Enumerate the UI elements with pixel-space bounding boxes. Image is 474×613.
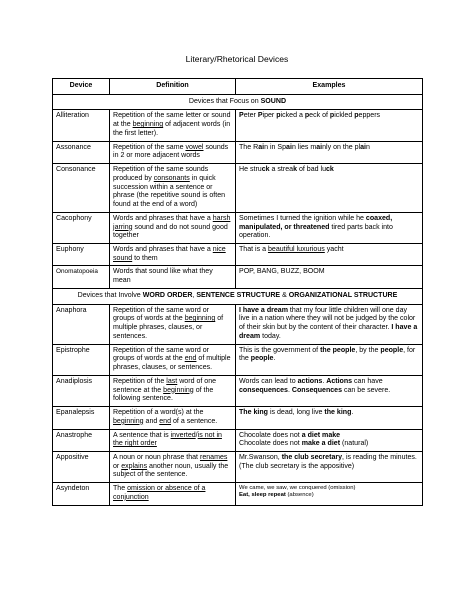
text-fragment: omission or absence of a conjunction bbox=[113, 485, 206, 501]
text-fragment: . bbox=[287, 386, 292, 394]
header-device: Device bbox=[53, 79, 110, 95]
device-name: Assonance bbox=[53, 141, 110, 163]
text-fragment: . bbox=[273, 355, 276, 363]
table-row bbox=[53, 451, 423, 482]
text-fragment: of bad lu bbox=[297, 166, 326, 174]
text-fragment: (The club secretary is the appositive) bbox=[239, 462, 355, 470]
text-fragment: & bbox=[280, 291, 289, 299]
table-row bbox=[53, 407, 423, 429]
text-fragment: , is reading the minutes. bbox=[342, 453, 417, 461]
text-fragment: of adjacent words (in the first letter). bbox=[113, 121, 231, 137]
device-example: POP, BANG, BUZZ, BOOM bbox=[236, 266, 423, 288]
device-example bbox=[236, 407, 423, 429]
text-fragment: beautiful luxurious bbox=[267, 246, 325, 254]
text-fragment: Repetition of the same letter or sound at the bbox=[113, 112, 231, 129]
text-fragment: Words can lead to bbox=[239, 377, 298, 385]
text-fragment: sound and do not sound good together bbox=[113, 223, 228, 240]
text-fragment: The R bbox=[239, 143, 259, 151]
device-definition bbox=[110, 451, 236, 482]
device-name: Epistrophe bbox=[53, 344, 110, 375]
text-fragment: of the following sentence. bbox=[113, 386, 214, 403]
header-definition: Definition bbox=[110, 79, 236, 95]
text-fragment: make a diet bbox=[301, 440, 341, 448]
text-fragment: He stru bbox=[239, 166, 262, 174]
text-fragment: We came, we saw, we conquered (omission) bbox=[239, 485, 356, 492]
text-fragment: beginning bbox=[163, 386, 194, 394]
text-fragment: n lies m bbox=[291, 143, 317, 151]
device-example bbox=[236, 164, 423, 213]
text-fragment: eter bbox=[243, 112, 258, 120]
text-fragment: ai bbox=[360, 143, 367, 151]
device-name: Consonance bbox=[53, 164, 110, 213]
text-fragment: of multiple phrases, clauses, or sentences. bbox=[113, 355, 231, 372]
device-definition bbox=[110, 344, 236, 375]
text-fragment: Repetition of the same sounds produced by bbox=[113, 166, 209, 182]
text-fragment: n in Sp bbox=[264, 143, 287, 151]
devices-table bbox=[52, 78, 423, 506]
text-fragment: nice sound bbox=[113, 246, 226, 262]
text-fragment: Repetition of the same bbox=[113, 143, 186, 151]
text-fragment: p bbox=[329, 112, 335, 120]
device-example bbox=[236, 244, 423, 266]
text-fragment: eck of bbox=[309, 112, 330, 120]
text-fragment: Consequences bbox=[291, 386, 343, 394]
text-fragment: (absence) bbox=[285, 492, 314, 499]
text-fragment: iper bbox=[262, 112, 277, 120]
device-definition bbox=[110, 407, 236, 429]
text-fragment: Chocolate does not bbox=[239, 440, 302, 448]
text-fragment: Repetition of the bbox=[113, 377, 167, 385]
device-example bbox=[236, 141, 423, 163]
text-fragment: people bbox=[250, 355, 274, 363]
section-structure-heading bbox=[53, 288, 423, 304]
text-fragment: Devices that Involve bbox=[77, 291, 143, 299]
table-row bbox=[53, 266, 423, 288]
text-fragment: I have a dream bbox=[239, 324, 418, 340]
text-fragment: tired parts back into operation. bbox=[239, 223, 393, 240]
text-fragment: yacht bbox=[324, 246, 344, 254]
device-example bbox=[236, 375, 423, 406]
device-example bbox=[236, 304, 423, 344]
device-name: Anaphora bbox=[53, 304, 110, 344]
table-row bbox=[53, 212, 423, 243]
text-fragment: P bbox=[239, 112, 244, 120]
text-fragment: of a sentence. bbox=[171, 417, 218, 425]
device-name: Onomatopoeia bbox=[53, 266, 110, 288]
device-definition: Words that sound like what they mean bbox=[110, 266, 236, 288]
text-fragment: Repetition of the same word or groups of words at the bbox=[113, 346, 209, 363]
text-fragment: ck bbox=[261, 166, 270, 174]
text-fragment: SOUND bbox=[260, 97, 287, 105]
text-fragment: A sentence that is bbox=[113, 431, 171, 439]
text-fragment: eppers bbox=[358, 112, 381, 120]
text-fragment: inverted bbox=[170, 431, 196, 439]
device-name: Anadiplosis bbox=[53, 375, 110, 406]
text-fragment: ai bbox=[286, 143, 292, 151]
text-fragment: beginning bbox=[132, 121, 164, 129]
text-fragment: Sometimes I turned the ignition while he bbox=[239, 214, 366, 222]
text-fragment: word of one sentence at the bbox=[113, 377, 217, 394]
text-fragment: Words and phrases that have a bbox=[113, 214, 213, 222]
text-fragment: icked a bbox=[280, 112, 305, 120]
section-row-sound bbox=[53, 94, 423, 110]
device-definition bbox=[110, 375, 236, 406]
text-fragment: Devices that Focus on bbox=[188, 97, 261, 105]
device-definition bbox=[110, 429, 236, 451]
text-fragment: Actions bbox=[326, 377, 353, 385]
text-fragment: beginning bbox=[113, 417, 144, 425]
text-fragment: , by the bbox=[355, 346, 381, 354]
device-example bbox=[236, 212, 423, 243]
text-fragment: ai bbox=[258, 143, 265, 151]
text-fragment: today. bbox=[260, 332, 281, 340]
text-fragment: . bbox=[322, 377, 327, 385]
device-example bbox=[236, 451, 423, 482]
section-row-structure bbox=[53, 288, 423, 304]
device-name: Euphony bbox=[53, 244, 110, 266]
text-fragment: nly on the pl bbox=[322, 143, 361, 151]
text-fragment: sounds in 2 or more adjacent words bbox=[113, 143, 229, 160]
device-definition bbox=[110, 244, 236, 266]
text-fragment: That is a bbox=[239, 246, 268, 254]
text-fragment: I have a dream bbox=[239, 306, 288, 314]
table-row bbox=[53, 304, 423, 344]
text-fragment: ck bbox=[326, 166, 334, 174]
text-fragment: p bbox=[354, 112, 359, 120]
text-fragment: that my four little children will one day live in a nation where they will not be judged by the color of their skin but by the content of their character. bbox=[239, 306, 416, 332]
text-fragment: is not in the right order bbox=[113, 431, 222, 448]
table-row bbox=[53, 141, 423, 163]
text-fragment: explains bbox=[121, 462, 148, 470]
text-fragment: the club secretary bbox=[281, 453, 343, 461]
text-fragment: p bbox=[276, 112, 281, 120]
text-fragment: / bbox=[195, 431, 198, 439]
text-fragment: p bbox=[304, 112, 310, 120]
text-fragment: n bbox=[366, 143, 370, 151]
text-fragment: is dead, long live bbox=[267, 409, 325, 417]
text-fragment: can be severe. bbox=[342, 386, 391, 394]
device-example bbox=[236, 344, 423, 375]
table-row bbox=[53, 375, 423, 406]
document-title: Literary/Rhetorical Devices bbox=[185, 54, 289, 64]
text-fragment: to them bbox=[132, 254, 158, 262]
text-fragment: a strea bbox=[269, 166, 294, 174]
text-fragment: This is the government of bbox=[239, 346, 321, 354]
device-example bbox=[236, 110, 423, 141]
device-definition bbox=[110, 212, 236, 243]
header-row bbox=[53, 79, 423, 95]
text-fragment: ickled bbox=[334, 112, 355, 120]
text-fragment: Mr.Swanson, bbox=[239, 453, 282, 461]
text-fragment: actions bbox=[297, 377, 323, 385]
text-fragment: in quick succession within a sentence or phrase (the repetitive sound is often found at the end of a word) bbox=[113, 174, 226, 209]
text-fragment: a diet make bbox=[301, 431, 341, 439]
text-fragment: Repetition of a word(s) at the bbox=[113, 409, 204, 417]
device-name: Alliteration bbox=[53, 110, 110, 141]
device-name: Asyndeton bbox=[53, 483, 110, 505]
text-fragment: Eat, sleep repeat bbox=[239, 492, 286, 499]
device-name: Epanalepsis bbox=[53, 407, 110, 429]
text-fragment: . bbox=[351, 409, 354, 417]
device-example bbox=[236, 429, 423, 451]
text-fragment: the people bbox=[320, 346, 356, 354]
text-fragment: Words and phrases that have a bbox=[113, 246, 213, 254]
text-fragment: the king bbox=[324, 409, 352, 417]
text-fragment: (natural) bbox=[340, 440, 369, 448]
device-definition bbox=[110, 110, 236, 141]
table-row bbox=[53, 429, 423, 451]
table-row bbox=[53, 344, 423, 375]
table-row bbox=[53, 483, 423, 505]
table-row bbox=[53, 164, 423, 213]
table-row bbox=[53, 110, 423, 141]
text-fragment: of multiple phrases, clauses, or sentences. bbox=[113, 315, 224, 340]
text-fragment: consequences bbox=[239, 386, 288, 394]
text-fragment: beginning bbox=[184, 315, 216, 323]
text-fragment: k bbox=[293, 166, 297, 174]
text-fragment: another noun, usually the subject of the sentence. bbox=[113, 462, 229, 479]
text-fragment: last bbox=[166, 377, 178, 385]
text-fragment: or bbox=[113, 462, 122, 470]
text-fragment: ai bbox=[316, 143, 323, 151]
header-examples: Examples bbox=[236, 79, 423, 95]
text-fragment: coaxed, manipulated, or threatened bbox=[239, 214, 393, 231]
text-fragment: vowel bbox=[185, 143, 204, 151]
text-fragment: The king bbox=[239, 409, 268, 417]
text-fragment: consonants bbox=[153, 174, 190, 182]
text-fragment: SENTENCE STRUCTURE bbox=[196, 291, 281, 299]
section-sound-heading bbox=[53, 94, 423, 110]
device-definition bbox=[110, 141, 236, 163]
text-fragment: Repetition of the same word or groups of words at the bbox=[113, 306, 209, 323]
text-fragment: , bbox=[192, 291, 197, 299]
text-fragment: P bbox=[257, 112, 263, 120]
text-fragment: people bbox=[380, 346, 404, 354]
text-fragment: ORGANIZATIONAL STRUCTURE bbox=[288, 291, 398, 299]
table-row bbox=[53, 244, 423, 266]
text-fragment: can have bbox=[352, 377, 383, 385]
text-fragment: The bbox=[113, 485, 128, 493]
text-fragment: Chocolate does not bbox=[239, 431, 302, 439]
text-fragment: and bbox=[143, 417, 160, 425]
text-fragment: WORD ORDER bbox=[142, 291, 193, 299]
device-definition bbox=[110, 304, 236, 344]
device-definition bbox=[110, 483, 236, 505]
text-fragment: A noun or noun phrase that bbox=[113, 453, 200, 461]
text-fragment: end bbox=[159, 417, 172, 425]
device-definition bbox=[110, 164, 236, 213]
text-fragment: end bbox=[184, 355, 197, 363]
device-name: Anastrophe bbox=[53, 429, 110, 451]
device-name: Appositive bbox=[53, 451, 110, 482]
text-fragment: , for the bbox=[239, 346, 416, 363]
text-fragment: harsh jarring bbox=[113, 214, 231, 231]
device-name: Cacophony bbox=[53, 212, 110, 243]
text-fragment: renames bbox=[199, 453, 228, 461]
device-example bbox=[236, 483, 423, 505]
